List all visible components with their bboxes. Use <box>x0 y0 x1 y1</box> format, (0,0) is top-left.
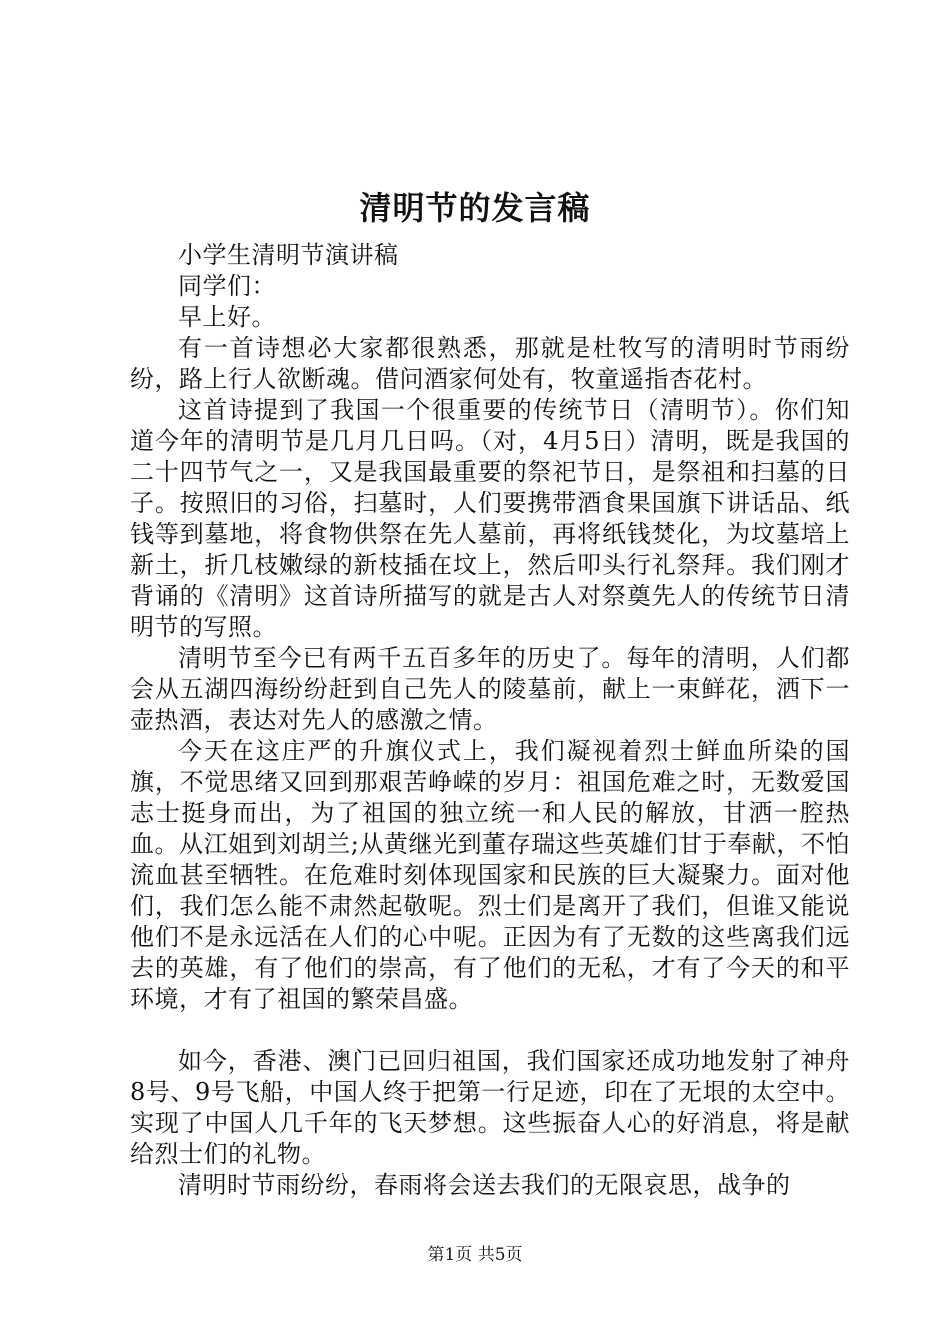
paragraph-achievements: 如今，香港、澳门已回归祖国，我们国家还成功地发射了神舟8号、9号飞船，中国人终于把第一行足迹，印在了无垠的太空中。实现了中国人几千年的飞天梦想。这些振奋人心的好消息，将是献给烈士们的礼物。 <box>130 1047 850 1168</box>
speech-subtitle: 小学生清明节演讲稿 <box>178 241 399 269</box>
paragraph-poem: 有一首诗想必大家都很熟悉，那就是杜牧写的清明时节雨纷纷，路上行人欲断魂。借问酒家何处有，牧童遥指杏花村。 <box>130 334 850 393</box>
document-body <box>130 240 850 1201</box>
paragraph-martyrs: 今天在这庄严的升旗仪式上，我们凝视着烈士鲜血所染的国旗，不觉思绪又回到那艰苦峥嵘的岁月：祖国危难之时，无数爱国志士挺身而出，为了祖国的独立统一和人民的解放，甘洒一腔热血。从江姐到刘胡兰;从黄继光到董存瑞这些英雄们甘于奉献，不怕流血甚至牺牲。在危难时刻体现国家和民族的巨大凝聚力。面对他们，我们怎么能不肃然起敬呢。烈士们是离开了我们，但谁又能说他们不是永远活在人们的心中呢。正因为有了无数的这些离我们远去的英雄，有了他们的崇高，有了他们的无私，才有了今天的和平环境，才有了祖国的繁荣昌盛。 <box>130 737 850 1013</box>
paragraph-festival: 这首诗提到了我国一个很重要的传统节日（清明节）。你们知道今年的清明节是几月几日吗。（对，4月5日）清明，既是我国的二十四节气之一，又是我国最重要的祭祀节日，是祭祖和扫墓的日子。按照旧的习俗，扫墓时，人们要携带酒食果国旗下讲话品、纸钱等到墓地，将食物供祭在先人墓前，再将纸钱焚化，为坟墓培上新土，折几枝嫩绿的新枝插在坟上，然后叩头行礼祭拜。我们刚才背诵的《清明》这首诗所描写的就是古人对祭奠先人的传统节日清明节的写照。 <box>130 396 850 641</box>
greeting: 早上好。 <box>178 303 276 331</box>
paragraph-closing: 清明时节雨纷纷，春雨将会送去我们的无限哀思，战争的 <box>178 1171 791 1199</box>
salutation: 同学们： <box>178 272 276 300</box>
page-number-footer: 第1页 共5页 <box>427 1245 523 1265</box>
document-title: 清明节的发言稿 <box>359 189 591 227</box>
paragraph-history: 清明节至今已有两千五百多年的历史了。每年的清明，人们都会从五湖四海纷纷赶到自己先人的陵墓前，献上一束鲜花，洒下一壶热酒，表达对先人的感激之情。 <box>130 644 850 734</box>
